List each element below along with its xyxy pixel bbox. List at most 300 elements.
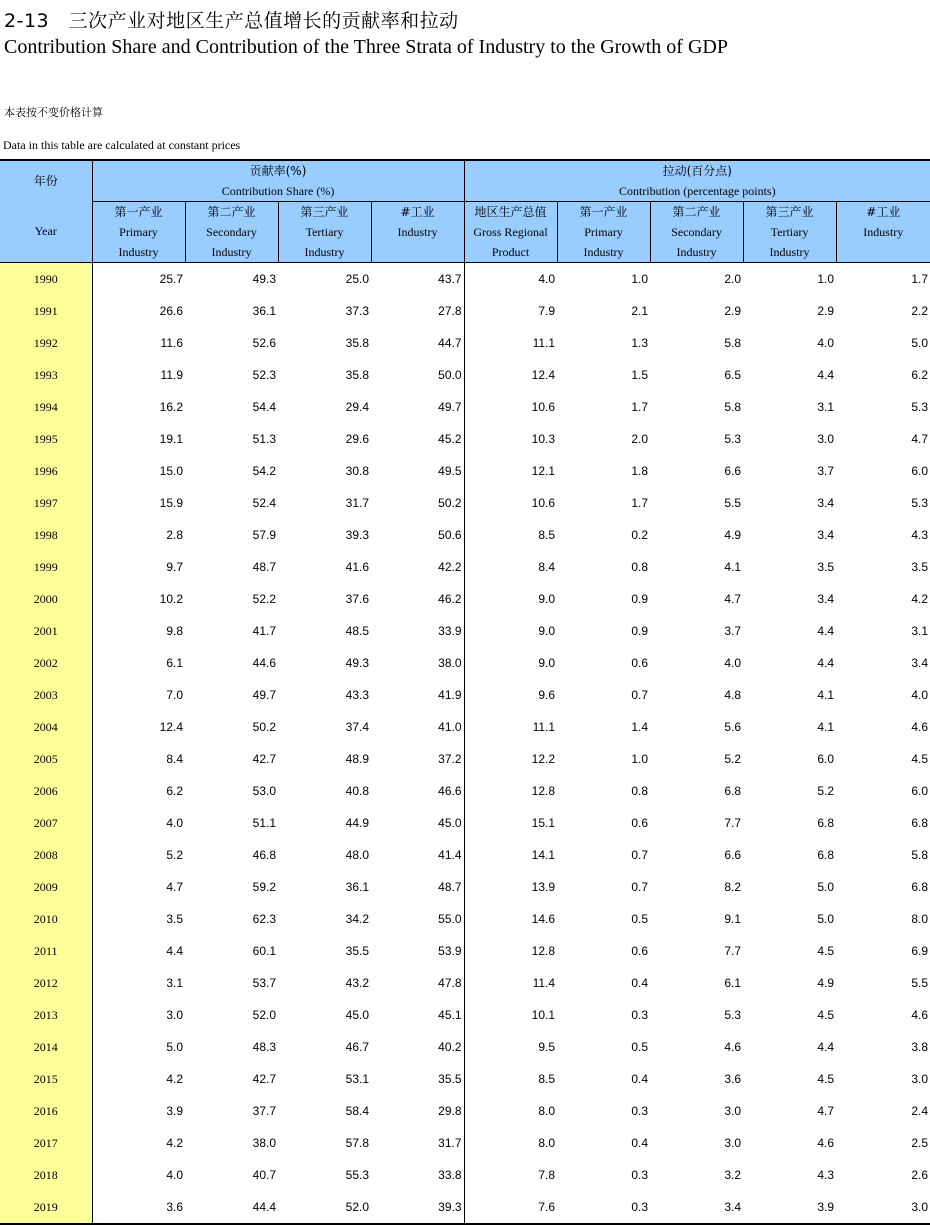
value-cell: 53.9: [438, 944, 462, 958]
value-cell: 10.2: [159, 592, 183, 606]
value-cell: 0.3: [631, 1008, 649, 1022]
value-cell: 3.5: [911, 560, 929, 574]
value-cell: 1.5: [631, 368, 649, 382]
value-cell: 3.1: [911, 624, 929, 638]
year-cell: 2010: [0, 903, 92, 935]
value-cell: 3.2: [724, 1168, 742, 1182]
value-cell: 6.0: [911, 464, 929, 478]
value-cell: 12.2: [464, 743, 557, 775]
col-share-primary: [92, 202, 185, 263]
value-cell: 4.1: [724, 560, 742, 574]
table-row: [0, 903, 930, 935]
value-cell: 33.9: [438, 624, 462, 638]
value-cell: 38.0: [252, 1136, 276, 1150]
value-cell: 55.0: [438, 912, 462, 926]
value-cell: 9.8: [166, 624, 183, 638]
value-cell: 1.3: [631, 336, 649, 350]
value-cell: 2.4: [911, 1104, 929, 1118]
value-cell: 12.4: [159, 720, 183, 734]
table-body: [0, 263, 930, 1225]
value-cell: 0.8: [631, 784, 649, 798]
value-cell: 4.2: [911, 592, 929, 606]
value-cell: 0.5: [631, 1040, 649, 1054]
col-label-en: Industry: [583, 245, 624, 259]
value-cell: 10.1: [464, 999, 557, 1031]
col-label-en: Primary: [119, 225, 158, 239]
value-cell: 46.6: [438, 784, 462, 798]
contrib-group-cn: 拉动(百分点): [662, 164, 732, 178]
value-cell: 50.0: [438, 368, 462, 382]
value-cell: 3.1: [166, 976, 183, 990]
value-cell: 4.0: [911, 688, 929, 702]
col-label-en: Industry: [863, 225, 904, 239]
value-cell: 15.1: [464, 807, 557, 839]
value-cell: 0.5: [631, 912, 649, 926]
value-cell: 6.8: [817, 848, 835, 862]
value-cell: 41.7: [252, 624, 276, 638]
value-cell: 0.6: [631, 656, 649, 670]
year-cell: 1991: [0, 295, 92, 327]
value-cell: 4.0: [166, 816, 183, 830]
value-cell: 11.6: [160, 336, 183, 350]
value-cell: 0.9: [631, 592, 649, 606]
value-cell: 10.3: [464, 423, 557, 455]
value-cell: 5.5: [724, 496, 742, 510]
value-cell: 12.4: [464, 359, 557, 391]
value-cell: 54.2: [252, 464, 276, 478]
table-row: [0, 1191, 930, 1224]
table-row: [0, 423, 930, 455]
value-cell: 9.0: [464, 615, 557, 647]
value-cell: 3.4: [911, 656, 929, 670]
value-cell: 39.3: [371, 1191, 464, 1224]
value-cell: 7.6: [464, 1191, 557, 1224]
year-cell: 2001: [0, 615, 92, 647]
value-cell: 1.7: [631, 400, 649, 414]
value-cell: 39.3: [345, 528, 369, 542]
value-cell: 0.6: [631, 944, 649, 958]
value-cell: 2.0: [631, 432, 649, 446]
year-cell: 1997: [0, 487, 92, 519]
col-label-cn: #工业: [866, 205, 901, 219]
value-cell: 0.4: [631, 1072, 649, 1086]
value-cell: 52.4: [252, 496, 276, 510]
value-cell: 8.5: [464, 1063, 557, 1095]
value-cell: 14.6: [464, 903, 557, 935]
value-cell: 4.5: [817, 944, 835, 958]
value-cell: 4.7: [817, 1104, 835, 1118]
value-cell: 8.0: [464, 1095, 557, 1127]
value-cell: 48.5: [345, 624, 369, 638]
value-cell: 3.4: [650, 1191, 743, 1224]
value-cell: 0.6: [631, 816, 649, 830]
value-cell: 34.2: [345, 912, 369, 926]
value-cell: 12.8: [464, 775, 557, 807]
col-share-tertiary: [278, 202, 371, 263]
value-cell: 49.7: [438, 400, 462, 414]
value-cell: 53.1: [345, 1072, 369, 1086]
year-cell: 2013: [0, 999, 92, 1031]
value-cell: 42.7: [252, 752, 276, 766]
table-row: [0, 455, 930, 487]
year-cell: 2012: [0, 967, 92, 999]
value-cell: 6.8: [724, 784, 742, 798]
value-cell: 4.4: [166, 944, 183, 958]
value-cell: 4.3: [911, 528, 929, 542]
year-cell: 1999: [0, 551, 92, 583]
value-cell: 7.7: [724, 816, 742, 830]
table-row: [0, 1063, 930, 1095]
value-cell: 4.5: [817, 1072, 835, 1086]
value-cell: 37.3: [345, 304, 369, 318]
value-cell: 57.9: [252, 528, 276, 542]
value-cell: 0.9: [631, 624, 649, 638]
value-cell: 5.2: [166, 848, 183, 862]
value-cell: 3.6: [92, 1191, 185, 1224]
value-cell: 57.8: [345, 1136, 369, 1150]
value-cell: 19.1: [159, 432, 183, 446]
year-header-en: Year: [34, 224, 57, 238]
col-share-secondary: [185, 202, 278, 263]
value-cell: 48.0: [345, 848, 369, 862]
value-cell: 1.0: [817, 272, 835, 286]
value-cell: 3.0: [836, 1191, 930, 1224]
share-group-en: Contribution Share (%): [221, 184, 335, 198]
value-cell: 52.3: [252, 368, 276, 382]
value-cell: 4.7: [724, 592, 742, 606]
table-row: [0, 1159, 930, 1191]
value-cell: 50.2: [252, 720, 276, 734]
col-contrib-industry: [836, 202, 930, 263]
value-cell: 3.0: [166, 1008, 183, 1022]
year-cell: 2005: [0, 743, 92, 775]
table-row: [0, 583, 930, 615]
value-cell: 52.0: [278, 1191, 371, 1224]
value-cell: 4.2: [166, 1072, 183, 1086]
table-row: [0, 1095, 930, 1127]
value-cell: 1.8: [631, 464, 649, 478]
value-cell: 5.2: [817, 784, 835, 798]
value-cell: 2.5: [911, 1136, 929, 1150]
col-label-en: Industry: [676, 245, 717, 259]
value-cell: 6.0: [911, 784, 929, 798]
value-cell: 6.2: [911, 368, 929, 382]
value-cell: 4.1: [817, 720, 835, 734]
value-cell: 4.4: [817, 1040, 835, 1054]
value-cell: 4.4: [817, 656, 835, 670]
value-cell: 1.0: [631, 752, 649, 766]
value-cell: 29.8: [438, 1104, 462, 1118]
col-label-cn: 第二产业: [207, 205, 256, 219]
value-cell: 5.8: [724, 336, 742, 350]
value-cell: 0.7: [631, 848, 649, 862]
year-cell: 1994: [0, 391, 92, 423]
data-table: [0, 159, 930, 1225]
value-cell: 2.2: [911, 304, 929, 318]
col-label-en: Industry: [211, 245, 252, 259]
value-cell: 0.4: [631, 1136, 649, 1150]
value-cell: 4.6: [724, 1040, 742, 1054]
value-cell: 6.8: [911, 816, 929, 830]
value-cell: 4.0: [724, 656, 742, 670]
value-cell: 37.4: [345, 720, 369, 734]
col-label-en: Primary: [584, 225, 623, 239]
value-cell: 4.9: [724, 528, 742, 542]
value-cell: 8.5: [464, 519, 557, 551]
value-cell: 2.0: [724, 272, 742, 286]
col-contrib-grp: [464, 202, 557, 263]
value-cell: 44.9: [345, 816, 369, 830]
value-cell: 46.7: [345, 1040, 369, 1054]
value-cell: 4.5: [911, 752, 929, 766]
value-cell: 6.0: [817, 752, 835, 766]
table-row: [0, 647, 930, 679]
value-cell: 25.0: [345, 272, 369, 286]
value-cell: 50.2: [438, 496, 462, 510]
value-cell: 11.9: [160, 368, 183, 382]
value-cell: 35.5: [438, 1072, 462, 1086]
share-group-header: [92, 160, 464, 202]
value-cell: 52.6: [252, 336, 276, 350]
value-cell: 52.0: [252, 1008, 276, 1022]
value-cell: 43.7: [438, 272, 462, 286]
year-cell: 2017: [0, 1127, 92, 1159]
value-cell: 26.6: [159, 304, 183, 318]
value-cell: 36.1: [345, 880, 369, 894]
year-header: [0, 160, 92, 263]
value-cell: 4.0: [166, 1168, 183, 1182]
value-cell: 42.2: [438, 560, 462, 574]
value-cell: 3.5: [166, 912, 183, 926]
value-cell: 31.7: [345, 496, 369, 510]
value-cell: 11.4: [464, 967, 557, 999]
year-cell: 2009: [0, 871, 92, 903]
value-cell: 0.2: [631, 528, 649, 542]
value-cell: 4.1: [817, 688, 835, 702]
year-cell: 2016: [0, 1095, 92, 1127]
value-cell: 10.6: [464, 487, 557, 519]
table-row: [0, 871, 930, 903]
value-cell: 35.5: [345, 944, 369, 958]
value-cell: 6.5: [724, 368, 742, 382]
value-cell: 9.6: [464, 679, 557, 711]
value-cell: 62.3: [252, 912, 276, 926]
value-cell: 5.0: [817, 880, 835, 894]
table-row: [0, 359, 930, 391]
value-cell: 9.1: [724, 912, 742, 926]
value-cell: 40.7: [252, 1168, 276, 1182]
value-cell: 5.6: [724, 720, 742, 734]
table-row: [0, 743, 930, 775]
value-cell: 58.4: [345, 1104, 369, 1118]
year-cell: 2008: [0, 839, 92, 871]
value-cell: 0.7: [631, 688, 649, 702]
value-cell: 2.8: [166, 528, 183, 542]
value-cell: 4.6: [911, 1008, 929, 1022]
value-cell: 3.0: [817, 432, 835, 446]
value-cell: 8.0: [464, 1127, 557, 1159]
value-cell: 13.9: [464, 871, 557, 903]
year-cell: 2011: [0, 935, 92, 967]
value-cell: 30.8: [345, 464, 369, 478]
value-cell: 4.0: [817, 336, 835, 350]
contrib-group-en: Contribution (percentage points): [618, 184, 776, 198]
value-cell: 44.7: [438, 336, 462, 350]
table-row: [0, 487, 930, 519]
value-cell: 1.7: [911, 272, 929, 286]
value-cell: 3.8: [911, 1040, 929, 1054]
value-cell: 37.6: [345, 592, 369, 606]
value-cell: 0.3: [557, 1191, 650, 1224]
value-cell: 3.9: [743, 1191, 836, 1224]
table-row: [0, 551, 930, 583]
value-cell: 33.8: [438, 1168, 462, 1182]
page-title-en: Contribution Share and Contribution of the Three Strata of Industry to the Growth of GDP: [4, 36, 728, 58]
value-cell: 5.0: [911, 336, 929, 350]
value-cell: 60.1: [252, 944, 276, 958]
value-cell: 3.4: [817, 528, 835, 542]
value-cell: 48.3: [252, 1040, 276, 1054]
value-cell: 2.9: [724, 304, 742, 318]
value-cell: 3.5: [817, 560, 835, 574]
table-row: [0, 391, 930, 423]
value-cell: 3.0: [724, 1136, 742, 1150]
value-cell: 27.8: [438, 304, 462, 318]
col-contrib-primary: [557, 202, 650, 263]
value-cell: 10.6: [464, 391, 557, 423]
col-label-en: Industry: [118, 245, 159, 259]
value-cell: 12.8: [464, 935, 557, 967]
value-cell: 3.7: [724, 624, 742, 638]
value-cell: 45.0: [345, 1008, 369, 1022]
value-cell: 6.8: [911, 880, 929, 894]
year-cell: 2004: [0, 711, 92, 743]
col-label-en: Gross Regional: [473, 225, 548, 239]
value-cell: 41.6: [345, 560, 369, 574]
table-row: [0, 679, 930, 711]
value-cell: 48.9: [345, 752, 369, 766]
col-label-cn: 地区生产总值: [474, 205, 547, 219]
value-cell: 6.1: [166, 656, 183, 670]
value-cell: 38.0: [438, 656, 462, 670]
value-cell: 3.0: [911, 1072, 929, 1086]
col-label-en: Tertiary: [305, 225, 344, 239]
table-row: [0, 999, 930, 1031]
value-cell: 15.0: [159, 464, 183, 478]
value-cell: 12.1: [464, 455, 557, 487]
value-cell: 5.3: [911, 400, 929, 414]
col-label-cn: 第一产业: [579, 205, 628, 219]
value-cell: 6.8: [817, 816, 835, 830]
col-label-en: Secondary: [671, 225, 722, 239]
value-cell: 49.3: [252, 272, 276, 286]
year-cell: 2002: [0, 647, 92, 679]
value-cell: 8.0: [911, 912, 929, 926]
value-cell: 50.6: [438, 528, 462, 542]
value-cell: 52.2: [252, 592, 276, 606]
value-cell: 6.6: [724, 848, 742, 862]
value-cell: 37.2: [438, 752, 462, 766]
value-cell: 42.7: [252, 1072, 276, 1086]
value-cell: 5.8: [911, 848, 929, 862]
value-cell: 4.7: [166, 880, 183, 894]
value-cell: 3.4: [817, 496, 835, 510]
value-cell: 14.1: [464, 839, 557, 871]
year-cell: 1996: [0, 455, 92, 487]
value-cell: 49.3: [345, 656, 369, 670]
value-cell: 9.5: [464, 1031, 557, 1063]
value-cell: 1.4: [631, 720, 649, 734]
table-row: [0, 327, 930, 359]
col-contrib-secondary: [650, 202, 743, 263]
value-cell: 8.2: [724, 880, 742, 894]
table-row: [0, 967, 930, 999]
table-row: [0, 519, 930, 551]
table-note-cn: 本表按不变价格计算: [4, 106, 103, 119]
value-cell: 29.4: [345, 400, 369, 414]
value-cell: 1.0: [631, 272, 649, 286]
table-row: [0, 1127, 930, 1159]
table-row: [0, 807, 930, 839]
year-cell: 2003: [0, 679, 92, 711]
value-cell: 49.5: [438, 464, 462, 478]
table-row: [0, 1031, 930, 1063]
value-cell: 8.4: [166, 752, 183, 766]
value-cell: 6.1: [724, 976, 742, 990]
col-label-en: Industry: [397, 225, 438, 239]
col-label-cn: 第三产业: [765, 205, 814, 219]
col-label-cn: 第二产业: [672, 205, 721, 219]
value-cell: 3.4: [817, 592, 835, 606]
value-cell: 40.8: [345, 784, 369, 798]
value-cell: 2.9: [817, 304, 835, 318]
value-cell: 4.2: [166, 1136, 183, 1150]
col-label-cn: 第三产业: [300, 205, 349, 219]
contrib-group-header: [464, 160, 930, 202]
value-cell: 5.8: [724, 400, 742, 414]
value-cell: 6.2: [166, 784, 183, 798]
value-cell: 0.3: [631, 1104, 649, 1118]
table-row: [0, 615, 930, 647]
table-note-en: Data in this table are calculated at constant prices: [3, 138, 241, 152]
value-cell: 0.3: [631, 1168, 649, 1182]
value-cell: 7.8: [464, 1159, 557, 1191]
value-cell: 37.7: [252, 1104, 276, 1118]
value-cell: 5.3: [911, 496, 929, 510]
value-cell: 2.1: [631, 304, 649, 318]
value-cell: 9.7: [166, 560, 183, 574]
value-cell: 45.0: [438, 816, 462, 830]
value-cell: 41.0: [438, 720, 462, 734]
year-cell: 1993: [0, 359, 92, 391]
value-cell: 3.9: [166, 1104, 183, 1118]
value-cell: 29.6: [345, 432, 369, 446]
value-cell: 48.7: [252, 560, 276, 574]
value-cell: 45.2: [438, 432, 462, 446]
year-cell: 1992: [0, 327, 92, 359]
value-cell: 4.4: [817, 368, 835, 382]
value-cell: 9.0: [464, 583, 557, 615]
value-cell: 0.4: [631, 976, 649, 990]
value-cell: 15.9: [159, 496, 183, 510]
value-cell: 41.9: [438, 688, 462, 702]
col-label-cn: 第一产业: [114, 205, 163, 219]
value-cell: 5.0: [166, 1040, 183, 1054]
value-cell: 4.4: [817, 624, 835, 638]
value-cell: 55.3: [345, 1168, 369, 1182]
year-cell: 2007: [0, 807, 92, 839]
value-cell: 35.8: [345, 336, 369, 350]
